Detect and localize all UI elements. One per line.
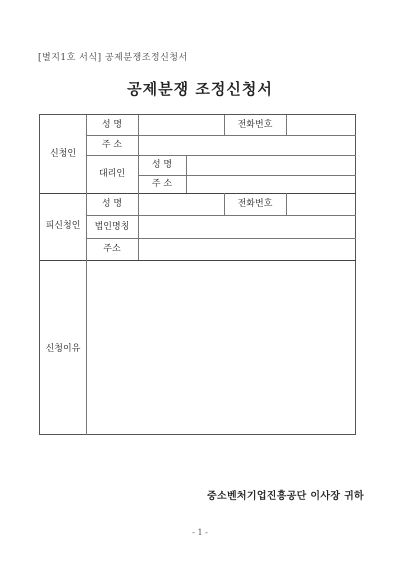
reason-label: 신청이유 [45,344,81,354]
respondent-corp-label: 법인명칭 [94,222,130,232]
respondent-phone-field[interactable] [286,198,356,210]
applicant-phone-label: 전화번호 [237,120,273,130]
reason-field[interactable] [86,261,356,435]
agent-address-field[interactable] [186,178,356,190]
application-form-table [39,114,356,435]
applicant-phone-field[interactable] [286,119,356,131]
respondent-section-label: 피신청인 [45,221,81,231]
applicant-name-field[interactable] [138,119,224,131]
respondent-name-field[interactable] [138,198,224,210]
applicant-name-label: 성 명 [101,120,123,130]
respondent-address-label: 주소 [103,244,121,254]
agent-name-label: 성 명 [151,160,173,170]
form-number-label: [별지1호 서식] 공제분쟁조정신청서 [38,53,188,63]
respondent-address-field[interactable] [138,243,356,255]
applicant-address-label: 주 소 [101,140,123,150]
recipient-line: 중소벤처기업진흥공단 이사장 귀하 [207,491,364,502]
agent-name-field[interactable] [186,159,356,171]
respondent-phone-label: 전화번호 [237,199,273,209]
respondent-name-label: 성 명 [101,199,123,209]
document-title: 공제분쟁 조정신청서 [127,80,273,98]
applicant-address-field[interactable] [138,139,356,151]
respondent-corp-field[interactable] [138,221,356,233]
applicant-section-label: 신청인 [49,149,77,159]
page-number: - 1 - [192,528,208,537]
agent-address-label: 주 소 [151,179,173,189]
agent-label: 대리인 [98,169,126,179]
